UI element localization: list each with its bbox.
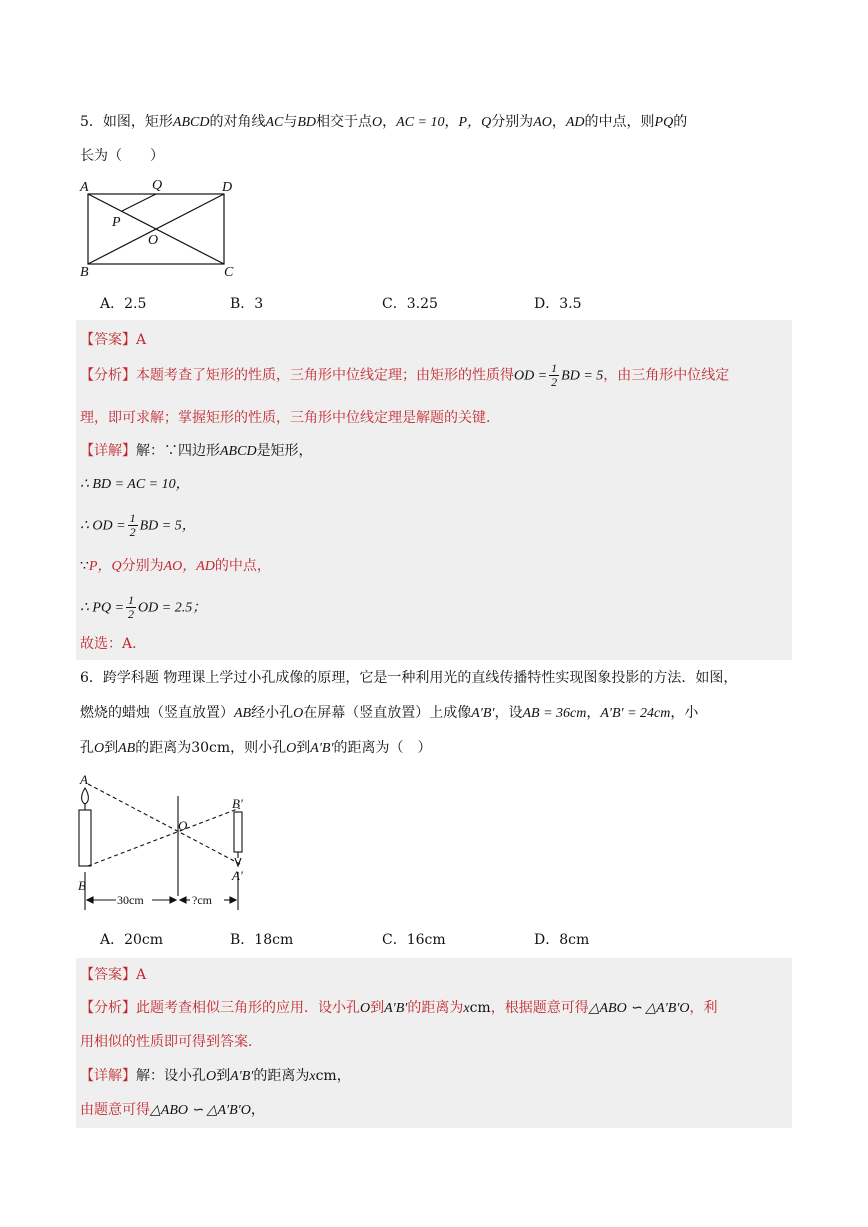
- q5-label-P: P: [112, 215, 121, 230]
- q6-analysis-line2: 用相似的性质即可得到答案．: [80, 1034, 262, 1050]
- q5-analysis-line2: 理，即可求解；掌握矩形的性质，三角形中位线定理是解题的关键．: [80, 410, 500, 426]
- q6-option-b: B．18cm: [230, 932, 294, 948]
- q6-analysis-line1: 【分析】此题考查相似三角形的应用．设小孔O到A′B′的距离为xcm，根据题意可得△ABO ∽ △A′B′O，利: [80, 1000, 718, 1016]
- q6-answer: 【答案】A: [80, 967, 147, 983]
- q6-label-30cm: 30cm: [117, 893, 144, 907]
- q6-detail-line2: 由题意可得△ABO ∽ △A′B′O，: [80, 1102, 265, 1118]
- q6-stem-line1: 6．跨学科题 物理课上学过小孔成像的原理，它是一种利用光的直线传播特性实现图象投影的方法．如图，: [80, 670, 738, 686]
- q5-label-O: O: [148, 233, 159, 248]
- q6-label-O: O: [178, 818, 188, 833]
- q6-detail-line1: 【详解】解：设小孔O到A′B′的距离为xcm，: [80, 1068, 351, 1084]
- q5-rectangle-figure: [76, 174, 256, 284]
- q5-label-Q: Q: [152, 178, 163, 193]
- q6-label-unknown: ?cm: [192, 893, 212, 907]
- q5-label-B: B: [80, 265, 89, 280]
- q5-option-d: D．3.5: [534, 296, 582, 312]
- q5-detail-line3: ∴ OD = $\frac{1}{2}$ BD = 5，: [80, 511, 196, 539]
- q5-label-D: D: [222, 180, 233, 195]
- q6-stem-line2: 燃烧的蜡烛（竖直放置）AB经小孔O在屏幕（竖直放置）上成像A′B′，设AB = 36cm，A′B′ = 24cm，小: [80, 705, 699, 721]
- q6-label-Ap: A′: [232, 868, 243, 883]
- q5-detail-line6: 故选：A．: [80, 636, 147, 652]
- q5-option-c: C．3.25: [382, 296, 438, 312]
- q6-label-B: B: [78, 878, 86, 893]
- q5-answer: 【答案】A: [80, 332, 147, 348]
- q6-stem-line3: 孔O到AB的距离为30cm，则小孔O到A′B′的距离为（ ）: [80, 740, 432, 756]
- q5-detail-line5: ∴ PQ = $\frac{1}{2}$ OD = 2.5；: [80, 593, 207, 621]
- q5-stem-line1: 5．如图，矩形ABCD的对角线AC与BD相交于点O，AC = 10，P，Q分别为AO，AD的中点，则PQ的: [80, 114, 688, 130]
- q6-option-d: D．8cm: [534, 932, 590, 948]
- q6-label-Bp: B′: [232, 796, 243, 811]
- q6-option-a: A．20cm: [100, 932, 164, 948]
- q6-pinhole-figure: [74, 768, 264, 916]
- q5-detail-line1: 【详解】解：∵四边形ABCD是矩形，: [80, 443, 313, 459]
- q6-option-c: C．16cm: [382, 932, 446, 948]
- q5-option-b: B．3: [230, 296, 264, 312]
- q5-detail-line2: ∴ BD = AC = 10，: [80, 477, 190, 492]
- q5-stem-line2: 长为（ ）: [80, 148, 164, 164]
- q5-label-A: A: [80, 180, 89, 195]
- q5-option-a: A．2.5: [100, 296, 147, 312]
- q5-analysis-line1: 【分析】本题考查了矩形的性质，三角形中位线定理；由矩形的性质得OD = $\frac{1}{2}$ BD = 5，由三角形中位线定: [80, 361, 730, 389]
- q5-label-C: C: [224, 265, 234, 280]
- q5-detail-line4: ∵P，Q分别为AO，AD的中点，: [80, 558, 271, 574]
- q6-label-A: A: [80, 772, 88, 787]
